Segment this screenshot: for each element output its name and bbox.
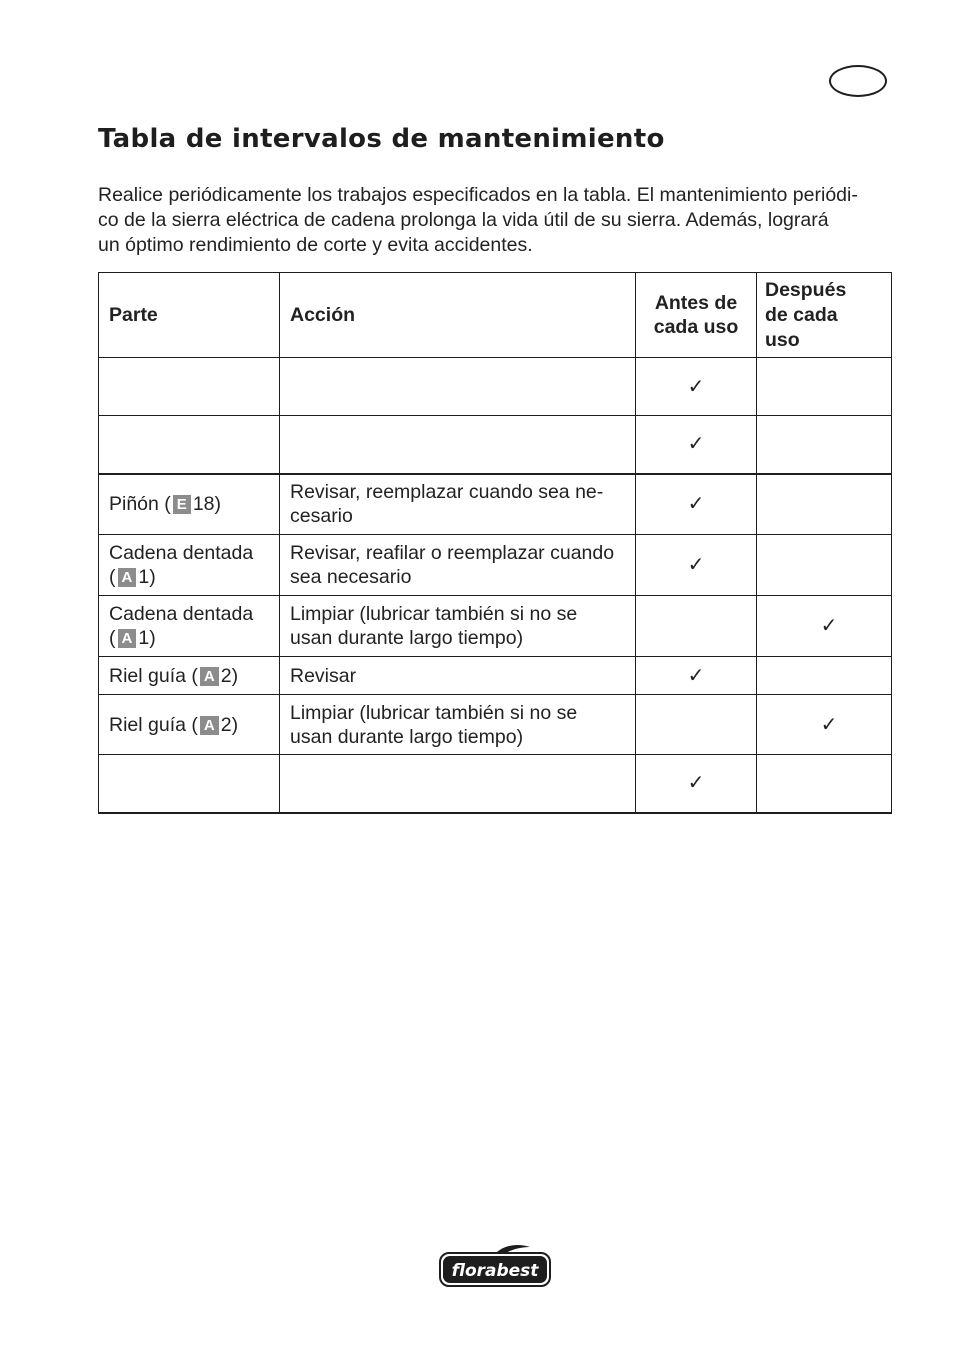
header-action: Acción [280, 273, 636, 358]
cell-after [757, 657, 892, 695]
cell-part: Piñón ( E 18) [99, 474, 280, 535]
table-header-row [99, 273, 892, 358]
cell-action: Revisar, reemplazar cuando sea ne- cesario [280, 474, 636, 535]
check-before-icon: ✓ [636, 755, 757, 813]
language-marker [829, 65, 887, 97]
table-row [99, 535, 892, 596]
figure-badge: E [173, 495, 191, 514]
header-before-each-use: Antes de cada uso [636, 273, 757, 358]
cell-action [280, 358, 636, 416]
cell-action [280, 416, 636, 474]
maintenance-table [98, 272, 892, 814]
intro-line: Realice periódicamente los trabajos especificados en la tabla. El mantenimiento periódi- [98, 184, 858, 206]
check-before-icon: ✓ [636, 657, 757, 695]
intro-paragraph [98, 183, 892, 258]
check-before-icon: ✓ [636, 474, 757, 535]
check-before-icon: ✓ [636, 535, 757, 596]
cell-action: Revisar, reafilar o reemplazar cuando sea necesario [280, 535, 636, 596]
cell-part: Cadena dentada ( A 1) [99, 535, 280, 596]
cell-before [636, 596, 757, 657]
cell-after [757, 358, 892, 416]
cell-after [757, 755, 892, 813]
table-row [99, 474, 892, 535]
table-row [99, 416, 892, 474]
figure-badge: A [200, 667, 219, 686]
cell-part: Riel guía ( A 2) [99, 657, 280, 695]
cell-after [757, 474, 892, 535]
check-after-icon: ✓ [757, 695, 892, 755]
cell-part [99, 755, 280, 813]
figure-badge: A [200, 716, 219, 735]
table-row [99, 755, 892, 813]
table-row [99, 358, 892, 416]
check-before-icon: ✓ [636, 358, 757, 416]
table-row [99, 657, 892, 695]
page-title: Tabla de intervalos de mantenimiento [98, 124, 665, 154]
cell-action: Revisar [280, 657, 636, 695]
figure-badge: A [118, 568, 137, 587]
cell-action: Limpiar (lubricar también si no se usan durante largo tiempo) [280, 695, 636, 755]
cell-part: Riel guía ( A 2) [99, 695, 280, 755]
table-row [99, 596, 892, 657]
header-part: Parte [99, 273, 280, 358]
check-after-icon: ✓ [757, 596, 892, 657]
cell-after [757, 535, 892, 596]
table-row [99, 695, 892, 755]
intro-line: un óptimo rendimiento de corte y evita accidentes. [98, 234, 533, 256]
cell-action: Limpiar (lubricar también si no se usan durante largo tiempo) [280, 596, 636, 657]
cell-before [636, 695, 757, 755]
cell-after [757, 416, 892, 474]
cell-part: Cadena dentada ( A 1) [99, 596, 280, 657]
header-after-each-use: Después de cada uso [757, 273, 892, 358]
florabest-logo [438, 1243, 552, 1289]
cell-part [99, 358, 280, 416]
intro-line: co de la sierra eléctrica de cadena prolonga la vida útil de su sierra. Además, logrará [98, 209, 829, 231]
cell-action [280, 755, 636, 813]
check-before-icon: ✓ [636, 416, 757, 474]
brand-text: florabest [451, 1261, 539, 1281]
figure-badge: A [118, 629, 137, 648]
cell-part [99, 416, 280, 474]
